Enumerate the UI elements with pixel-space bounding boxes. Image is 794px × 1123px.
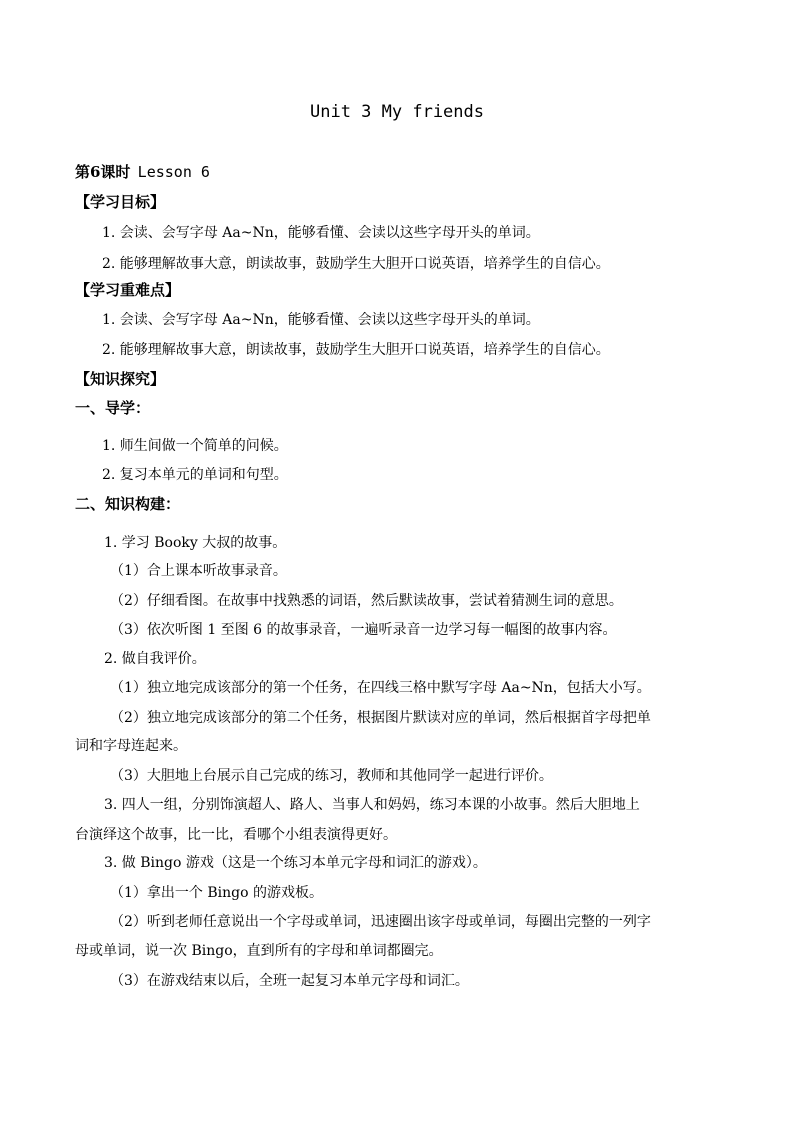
build-sub-item-continuation: 母或单词，说一次 Bingo，直到所有的字母和单词都圈完。 xyxy=(75,943,443,959)
build-sub-item: （3）在游戏结束以后，全班一起复习本单元字母和词汇。 xyxy=(110,973,469,989)
goal-item: 2. 能够理解故事大意，朗读故事，鼓励学生大胆开口说英语，培养学生的自信心。 xyxy=(102,256,610,272)
part-heading-build: 二、知识构建： xyxy=(75,495,181,513)
build-sub-item: （2）听到老师任意说出一个字母或单词，迅速圈出该字母或单词，每圈出完整的一列字 xyxy=(110,914,651,930)
build-sub-item-continuation: 词和字母连起来。 xyxy=(75,738,187,754)
guide-item: 2. 复习本单元的单词和句型。 xyxy=(102,467,288,483)
document-title: Unit 3 My friends xyxy=(310,102,484,122)
build-item-story: 1. 学习 Booky 大叔的故事。 xyxy=(104,535,287,551)
build-sub-item: （3）依次听图 1 至图 6 的故事录音，一遍听录音一边学习每一幅图的故事内容。 xyxy=(110,622,617,638)
lesson-number-en: Lesson 6 xyxy=(137,163,210,181)
build-item-self-assessment: 2. 做自我评价。 xyxy=(104,651,206,667)
build-sub-item: （2）仔细看图。在故事中找熟悉的词语，然后默读故事，尝试着猜测生词的意思。 xyxy=(110,593,623,609)
goal-item: 1. 会读、会写字母 Aa~Nn，能够看懂、会读以这些字母开头的单词。 xyxy=(102,225,540,241)
build-sub-item: （1）拿出一个 Bingo 的游戏板。 xyxy=(110,885,323,901)
build-item-bingo: 3. 做 Bingo 游戏（这是一个练习本单元字母和词汇的游戏）。 xyxy=(104,855,487,871)
part-heading-guide: 一、导学： xyxy=(75,399,151,417)
build-sub-item: （1）独立地完成该部分的第一个任务，在四线三格中默写字母 Aa~Nn，包括大小写。 xyxy=(110,680,651,696)
build-sub-item: （3）大胆地上台展示自己完成的练习，教师和其他同学一起进行评价。 xyxy=(110,768,553,784)
section-heading-key-points: 【学习重难点】 xyxy=(75,281,181,299)
build-sub-item: （2）独立地完成该部分的第二个任务，根据图片默读对应的单词，然后根据首字母把单 xyxy=(110,710,651,726)
build-item-continuation: 台演绎这个故事，比一比，看哪个小组表演得更好。 xyxy=(75,827,397,843)
section-heading-explore: 【知识探究】 xyxy=(75,370,166,388)
lesson-heading xyxy=(75,162,210,182)
build-sub-item: （1）合上课本听故事录音。 xyxy=(110,563,287,579)
lesson-number-cn: 第6课时 xyxy=(75,163,131,181)
key-point-item: 2. 能够理解故事大意，朗读故事，鼓励学生大胆开口说英语，培养学生的自信心。 xyxy=(102,342,610,358)
key-point-item: 1. 会读、会写字母 Aa~Nn，能够看懂、会读以这些字母开头的单词。 xyxy=(102,312,540,328)
build-item-role-play: 3. 四人一组，分别饰演超人、路人、当事人和妈妈，练习本课的小故事。然后大胆地上 xyxy=(104,797,640,813)
section-heading-goals: 【学习目标】 xyxy=(75,193,166,211)
guide-item: 1. 师生间做一个简单的问候。 xyxy=(102,438,288,454)
